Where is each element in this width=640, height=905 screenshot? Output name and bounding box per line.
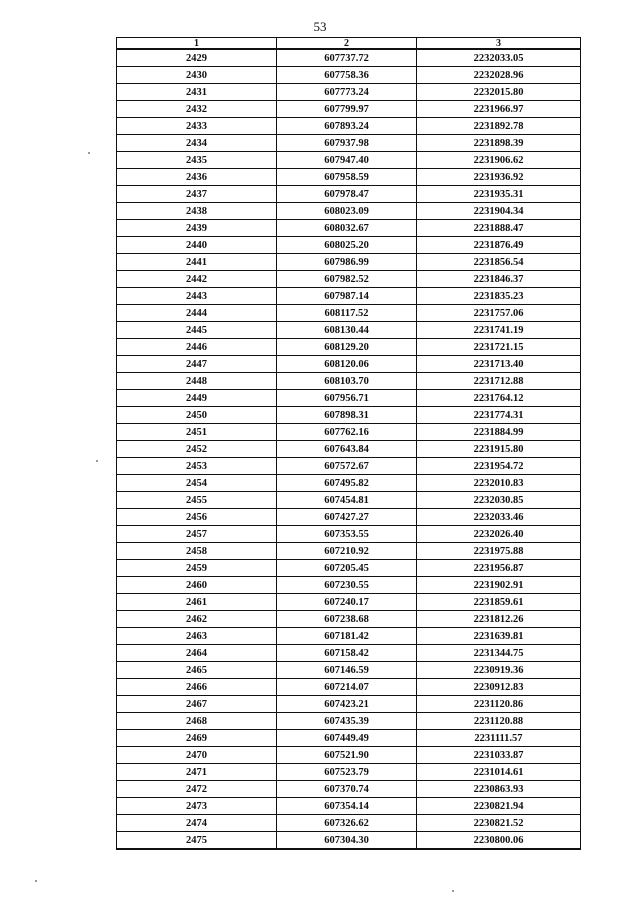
y-coordinate-cell: 2231936.92 [417,169,581,186]
point-number-cell: 2455 [117,492,277,509]
y-coordinate-cell: 2232030.85 [417,492,581,509]
table-row [117,543,581,560]
table-row [117,152,581,169]
point-number-cell: 2464 [117,645,277,662]
column-header-3: 3 [417,38,581,50]
table-row [117,118,581,135]
x-coordinate-cell: 607937.98 [277,135,417,152]
table-row [117,458,581,475]
table-row [117,747,581,764]
table-row [117,798,581,815]
x-coordinate-cell: 607449.49 [277,730,417,747]
y-coordinate-cell: 2231757.06 [417,305,581,322]
x-coordinate-cell: 608130.44 [277,322,417,339]
y-coordinate-cell: 2231966.97 [417,101,581,118]
x-coordinate-cell: 608117.52 [277,305,417,322]
point-number-cell: 2433 [117,118,277,135]
header-row [117,38,581,50]
point-number-cell: 2443 [117,288,277,305]
y-coordinate-cell: 2231876.49 [417,237,581,254]
y-coordinate-cell: 2232026.40 [417,526,581,543]
table-row [117,220,581,237]
table-row [117,84,581,101]
y-coordinate-cell: 2231741.19 [417,322,581,339]
point-number-cell: 2475 [117,832,277,850]
point-number-cell: 2463 [117,628,277,645]
x-coordinate-cell: 607773.24 [277,84,417,101]
y-coordinate-cell: 2230919.36 [417,662,581,679]
table-row [117,441,581,458]
point-number-cell: 2467 [117,696,277,713]
point-number-cell: 2449 [117,390,277,407]
table-row [117,628,581,645]
x-coordinate-cell: 607978.47 [277,186,417,203]
x-coordinate-cell: 607956.71 [277,390,417,407]
point-number-cell: 2429 [117,49,277,67]
point-number-cell: 2437 [117,186,277,203]
y-coordinate-cell: 2231884.99 [417,424,581,441]
x-coordinate-cell: 607146.59 [277,662,417,679]
point-number-cell: 2435 [117,152,277,169]
table-row [117,815,581,832]
y-coordinate-cell: 2232033.46 [417,509,581,526]
x-coordinate-cell: 607947.40 [277,152,417,169]
y-coordinate-cell: 2230912.83 [417,679,581,696]
point-number-cell: 2451 [117,424,277,441]
y-coordinate-cell: 2231846.37 [417,271,581,288]
table-header [117,38,581,50]
point-number-cell: 2434 [117,135,277,152]
point-number-cell: 2470 [117,747,277,764]
x-coordinate-cell: 608103.70 [277,373,417,390]
y-coordinate-cell: 2231856.54 [417,254,581,271]
table-row [117,203,581,220]
x-coordinate-cell: 607495.82 [277,475,417,492]
scan-speck [96,460,98,462]
table-row [117,135,581,152]
y-coordinate-cell: 2231835.23 [417,288,581,305]
y-coordinate-cell: 2231344.75 [417,645,581,662]
table-row [117,526,581,543]
x-coordinate-cell: 607240.17 [277,594,417,611]
table-row [117,186,581,203]
x-coordinate-cell: 607354.14 [277,798,417,815]
x-coordinate-cell: 607205.45 [277,560,417,577]
table-row [117,237,581,254]
x-coordinate-cell: 607435.39 [277,713,417,730]
x-coordinate-cell: 607987.14 [277,288,417,305]
y-coordinate-cell: 2231774.31 [417,407,581,424]
table-row [117,781,581,798]
point-number-cell: 2472 [117,781,277,798]
point-number-cell: 2468 [117,713,277,730]
table-row [117,662,581,679]
x-coordinate-cell: 607643.84 [277,441,417,458]
y-coordinate-cell: 2230821.52 [417,815,581,832]
point-number-cell: 2457 [117,526,277,543]
table-row [117,356,581,373]
x-coordinate-cell: 607572.67 [277,458,417,475]
point-number-cell: 2441 [117,254,277,271]
x-coordinate-cell: 608032.67 [277,220,417,237]
y-coordinate-cell: 2232015.80 [417,84,581,101]
table-row [117,492,581,509]
x-coordinate-cell: 607353.55 [277,526,417,543]
x-coordinate-cell: 607423.21 [277,696,417,713]
point-number-cell: 2469 [117,730,277,747]
y-coordinate-cell: 2231639.81 [417,628,581,645]
point-number-cell: 2460 [117,577,277,594]
point-number-cell: 2459 [117,560,277,577]
x-coordinate-cell: 607523.79 [277,764,417,781]
y-coordinate-cell: 2231956.87 [417,560,581,577]
x-coordinate-cell: 607230.55 [277,577,417,594]
table-row [117,339,581,356]
table-row [117,594,581,611]
x-coordinate-cell: 607158.42 [277,645,417,662]
table-row [117,49,581,67]
y-coordinate-cell: 2231888.47 [417,220,581,237]
y-coordinate-cell: 2231764.12 [417,390,581,407]
scan-speck [35,880,37,882]
table-row [117,696,581,713]
y-coordinate-cell: 2231892.78 [417,118,581,135]
table-row [117,730,581,747]
y-coordinate-cell: 2231906.62 [417,152,581,169]
point-number-cell: 2453 [117,458,277,475]
y-coordinate-cell: 2231898.39 [417,135,581,152]
x-coordinate-cell: 607958.59 [277,169,417,186]
x-coordinate-cell: 607898.31 [277,407,417,424]
scan-speck [452,890,454,892]
x-coordinate-cell: 607986.99 [277,254,417,271]
table-row [117,305,581,322]
y-coordinate-cell: 2232028.96 [417,67,581,84]
y-coordinate-cell: 2232033.05 [417,49,581,67]
x-coordinate-cell: 607181.42 [277,628,417,645]
x-coordinate-cell: 608120.06 [277,356,417,373]
table-row [117,373,581,390]
y-coordinate-cell: 2231712.88 [417,373,581,390]
point-number-cell: 2442 [117,271,277,288]
table-row [117,764,581,781]
y-coordinate-cell: 2231111.57 [417,730,581,747]
x-coordinate-cell: 607427.27 [277,509,417,526]
x-coordinate-cell: 608023.09 [277,203,417,220]
point-number-cell: 2448 [117,373,277,390]
point-number-cell: 2465 [117,662,277,679]
x-coordinate-cell: 607982.52 [277,271,417,288]
point-number-cell: 2474 [117,815,277,832]
y-coordinate-cell: 2231120.88 [417,713,581,730]
table-row [117,288,581,305]
y-coordinate-cell: 2231014.61 [417,764,581,781]
page-number: 53 [313,19,327,34]
x-coordinate-cell: 607799.97 [277,101,417,118]
table-row [117,645,581,662]
point-number-cell: 2432 [117,101,277,118]
x-coordinate-cell: 607304.30 [277,832,417,850]
y-coordinate-cell: 2230800.06 [417,832,581,850]
point-number-cell: 2440 [117,237,277,254]
point-number-cell: 2444 [117,305,277,322]
table-row [117,475,581,492]
y-coordinate-cell: 2231033.87 [417,747,581,764]
y-coordinate-cell: 2231935.31 [417,186,581,203]
point-number-cell: 2466 [117,679,277,696]
table-row [117,611,581,628]
point-number-cell: 2462 [117,611,277,628]
y-coordinate-cell: 2230863.93 [417,781,581,798]
x-coordinate-cell: 607762.16 [277,424,417,441]
y-coordinate-cell: 2232010.83 [417,475,581,492]
x-coordinate-cell: 607214.07 [277,679,417,696]
coordinates-table [116,37,581,850]
point-number-cell: 2461 [117,594,277,611]
x-coordinate-cell: 607893.24 [277,118,417,135]
y-coordinate-cell: 2231120.86 [417,696,581,713]
y-coordinate-cell: 2231954.72 [417,458,581,475]
point-number-cell: 2454 [117,475,277,492]
table-row [117,67,581,84]
table-row [117,169,581,186]
table-row [117,407,581,424]
x-coordinate-cell: 607326.62 [277,815,417,832]
table-row [117,832,581,850]
point-number-cell: 2458 [117,543,277,560]
table-row [117,271,581,288]
point-number-cell: 2447 [117,356,277,373]
y-coordinate-cell: 2231721.15 [417,339,581,356]
table-row [117,390,581,407]
column-header-2: 2 [277,38,417,50]
table-row [117,509,581,526]
point-number-cell: 2430 [117,67,277,84]
table-row [117,679,581,696]
table-row [117,424,581,441]
column-header-1: 1 [117,38,277,50]
x-coordinate-cell: 607758.36 [277,67,417,84]
x-coordinate-cell: 607370.74 [277,781,417,798]
table-body [117,49,581,849]
y-coordinate-cell: 2231915.80 [417,441,581,458]
point-number-cell: 2438 [117,203,277,220]
table-row [117,254,581,271]
y-coordinate-cell: 2231713.40 [417,356,581,373]
table-row [117,560,581,577]
point-number-cell: 2471 [117,764,277,781]
y-coordinate-cell: 2231812.26 [417,611,581,628]
y-coordinate-cell: 2231975.88 [417,543,581,560]
y-coordinate-cell: 2231904.34 [417,203,581,220]
x-coordinate-cell: 607238.68 [277,611,417,628]
point-number-cell: 2473 [117,798,277,815]
point-number-cell: 2445 [117,322,277,339]
table-row [117,577,581,594]
x-coordinate-cell: 608025.20 [277,237,417,254]
scan-speck [88,152,90,154]
y-coordinate-cell: 2230821.94 [417,798,581,815]
point-number-cell: 2446 [117,339,277,356]
x-coordinate-cell: 607737.72 [277,49,417,67]
point-number-cell: 2452 [117,441,277,458]
table-row [117,322,581,339]
x-coordinate-cell: 607521.90 [277,747,417,764]
y-coordinate-cell: 2231859.61 [417,594,581,611]
point-number-cell: 2439 [117,220,277,237]
x-coordinate-cell: 607210.92 [277,543,417,560]
point-number-cell: 2456 [117,509,277,526]
table-row [117,101,581,118]
y-coordinate-cell: 2231902.91 [417,577,581,594]
table-row [117,713,581,730]
point-number-cell: 2431 [117,84,277,101]
point-number-cell: 2450 [117,407,277,424]
x-coordinate-cell: 608129.20 [277,339,417,356]
point-number-cell: 2436 [117,169,277,186]
x-coordinate-cell: 607454.81 [277,492,417,509]
